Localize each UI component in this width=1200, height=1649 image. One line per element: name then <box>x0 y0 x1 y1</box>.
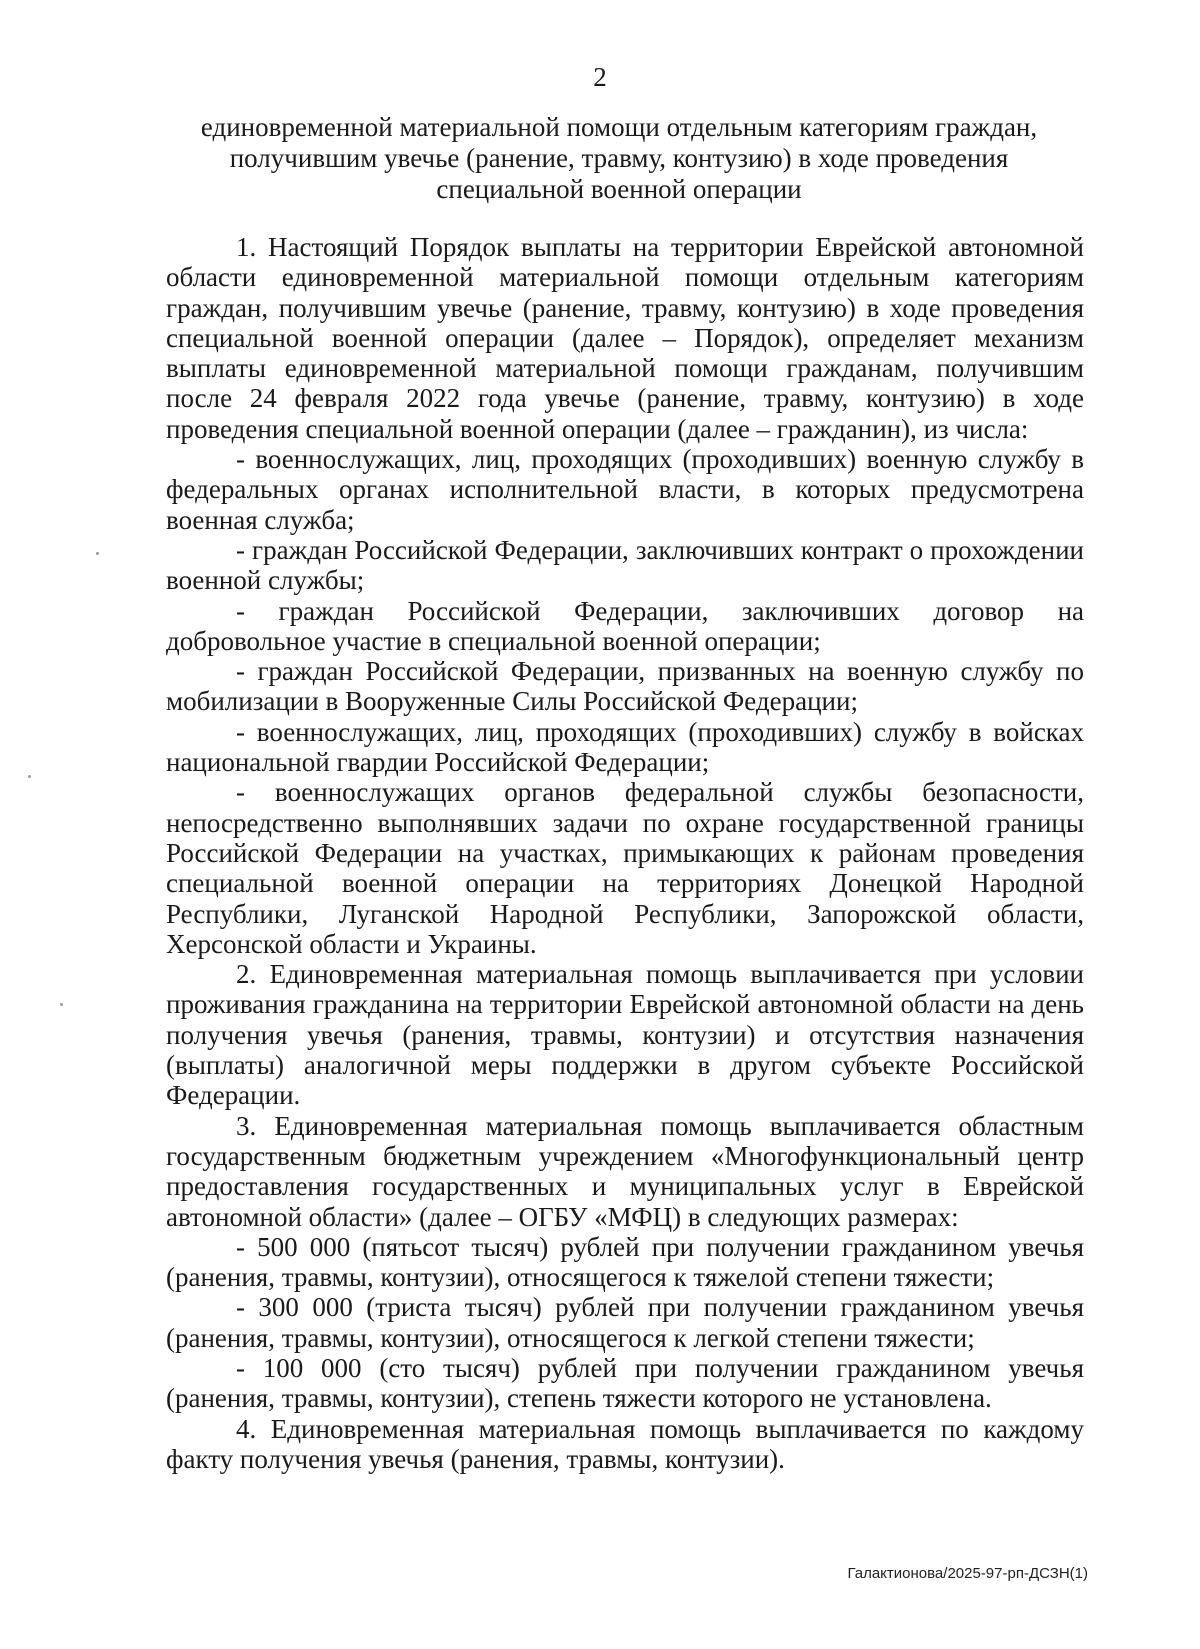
paragraph-2: 2. Единовременная материальная помощь выплачивается при условии проживания гражданина на территории Еврейской автономной области на день получения увечья (ранения, травмы, контузии) и отсутствия назначения (выплаты) аналогичной меры поддержки в другом субъекте Российской Федерации. <box>166 959 1084 1111</box>
footer-reference: Галактионова/2025-97-рп-ДСЗН(1) <box>847 1565 1088 1582</box>
list-item-military: - военнослужащих, лиц, проходящих (проходивших) военную службу в федеральных органах исполнительной власти, в которых предусмотрена военная служба; <box>166 444 1084 535</box>
scan-speck <box>96 552 99 555</box>
document-heading <box>150 112 1088 205</box>
scan-speck <box>60 1003 63 1006</box>
heading-line: единовременной материальной помощи отдельным категориям граждан, <box>200 112 1038 142</box>
paragraph-3: 3. Единовременная материальная помощь выплачивается областным государственным бюджетным учреждением «Многофункциональный центр предоставления государственных и муниципальных услуг в Еврейской автономной области» (далее – ОГБУ «МФЦ) в следующих размерах: <box>166 1110 1084 1232</box>
document-body <box>166 232 1084 1474</box>
amount-item-500000: - 500 000 (пятьсот тысяч) рублей при получении гражданином увечья (ранения, травмы, контузии), относящегося к тяжелой степени тяжести; <box>166 1231 1084 1293</box>
amount-item-300000: - 300 000 (триста тысяч) рублей при получении гражданином увечья (ранения, травмы, контузии), относящегося к легкой степени тяжести; <box>166 1292 1084 1353</box>
scan-speck <box>28 775 31 778</box>
paragraph-4: 4. Единовременная материальная помощь выплачивается по каждому факту получения увечья (ранения, травмы, контузии). <box>166 1413 1084 1474</box>
heading-line: специальной военной операции <box>436 174 802 204</box>
amount-item-100000: - 100 000 (сто тысяч) рублей при получении гражданином увечья (ранения, травмы, контузии), степень тяжести которого не установлена. <box>166 1352 1084 1414</box>
heading-line: получившим увечье (ранение, травму, контузию) в ходе проведения <box>229 143 1009 173</box>
list-item-contract: - граждан Российской Федерации, заключивших контракт о прохождении военной службы; <box>166 534 1084 596</box>
list-item-mobilized: - граждан Российской Федерации, призванных на военную службу по мобилизации в Вооруженные Силы Российской Федерации; <box>166 656 1084 717</box>
paragraph-1: 1. Настоящий Порядок выплаты на территории Еврейской автономной области единовременной материальной помощи отдельным категориям граждан, получившим увечье (ранение, травму, контузию) в ходе проведения специальной военной операции (далее – Порядок), определяет механизм выплаты единовременной материальной помощи гражданам, получившим после 24 февраля 2022 года увечье (ранение, травму, контузию) в ходе проведения специальной военной операции (далее – гражданин), из числа: <box>166 232 1084 444</box>
list-item-national-guard: - военнослужащих, лиц, проходящих (проходивших) службу в войсках национальной гвардии Российской Федерации; <box>166 716 1084 778</box>
page-number: 2 <box>593 62 607 92</box>
list-item-fsb: - военнослужащих органов федеральной службы безопасности, непосредственно выполнявших задачи по охране государственной границы Российской Федерации на участках, примыкающих к районам проведения специальной военной операции на территориях Донецкой Народной Республики, Луганской Народной Республики, Запорожской области, Херсонской области и Украины. <box>166 777 1084 959</box>
list-item-volunteer: - граждан Российской Федерации, заключивших договор на добровольное участие в специальной военной операции; <box>166 595 1084 656</box>
